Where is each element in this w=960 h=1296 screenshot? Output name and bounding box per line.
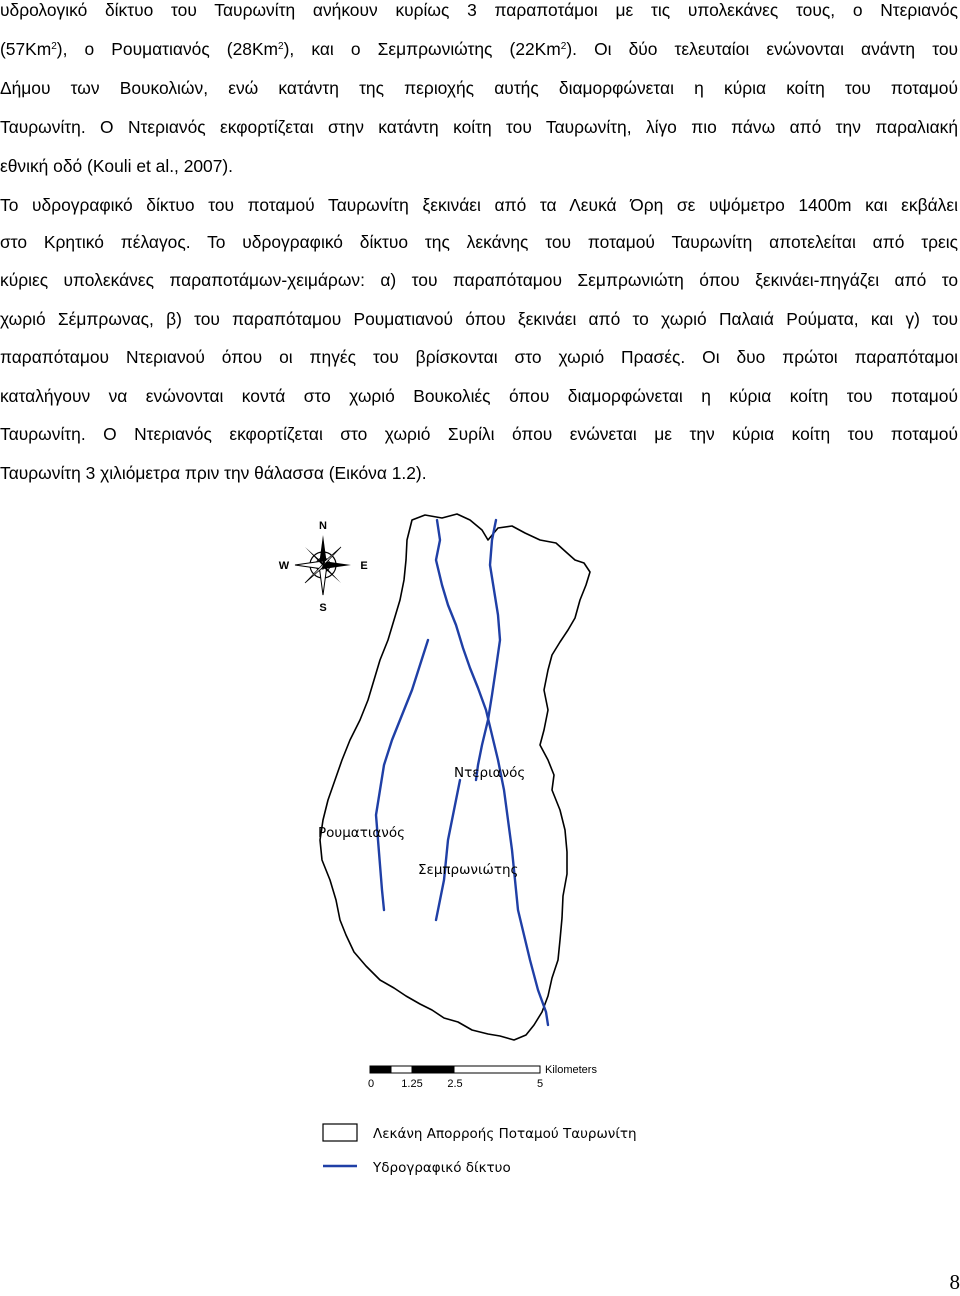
paragraph1-line1: υδρολογικό δίκτυο του Ταυρωνίτη ανήκουν κυρίως 3 παραποτάμοι με τις υπολεκάνες τους, ο Ντεριανός — [0, 0, 958, 20]
basin-map-figure — [260, 508, 720, 1188]
page-number: 8 — [949, 1270, 960, 1294]
compass-rose-icon — [279, 520, 368, 614]
paragraph2-line8: Ταυρωνίτη 3 χιλιόμετρα πριν την θάλασσα (Εικόνα 1.2). — [0, 463, 427, 483]
paragraph1-line3: Δήμου των Βουκολιών, ενώ κατάντη της περιοχής αυτής διαμορφώνεται η κύρια κοίτη του ποταμού — [0, 78, 958, 98]
paragraph1-line4: Ταυρωνίτη. Ο Ντεριανός εκφορτίζεται στην κατάντη κοίτη του Ταυρωνίτη, λίγο πιο πάνω από την παραλιακή — [0, 117, 958, 137]
paragraph2-line7: Ταυρωνίτη. Ο Ντεριανός εκφορτίζεται στο χωριό Συρίλι όπου ενώνεται με την κύρια κοίτη του ποταμού — [0, 424, 958, 444]
label-roumatianos: Ρουματιανός — [318, 825, 406, 841]
paragraph2-line6: καταλήγουν να ενώνονται κοντά στο χωριό Βουκολιές όπου διαμορφώνεται η κύρια κοίτη του ποταμού — [0, 386, 958, 406]
map-legend — [323, 1124, 637, 1176]
superscript: 2 — [278, 41, 284, 52]
paragraph2-line5: παραπόταμου Ντεριανού όπου οι πηγές του βρίσκονται στο χωριό Πρασές. Οι δυο πρώτοι παραπόταμοι — [0, 347, 958, 367]
scale-tick-0: 0 — [367, 1078, 375, 1090]
label-nterianos: Ντεριανός — [454, 765, 526, 781]
text-segment: ), ο Ρουματιανός (28Km — [56, 39, 279, 59]
compass-north-label: N — [319, 520, 327, 532]
scale-tick-2: 2.5 — [447, 1078, 463, 1090]
compass-west-label: W — [278, 560, 290, 572]
scale-tick-1: 1.25 — [401, 1078, 423, 1090]
legend-network-label: Υδρογραφικό δίκτυο — [373, 1160, 511, 1176]
text-segment: (57Km — [0, 39, 52, 59]
paragraph1-line2 — [0, 39, 958, 59]
paragraph2-line2: στο Κρητικό πέλαγος. Το υδρογραφικό δίκτυο της λεκάνης του ποταμού Ταυρωνίτη αποτελείται από τρεις — [0, 232, 958, 252]
text-segment: ). Οι δύο τελευταίοι ενώνονται ανάντη του — [566, 39, 959, 59]
paragraph2-line1: Το υδρογραφικό δίκτυο του ποταμού Ταυρωνίτη ξεκινάει από τα Λευκά Όρη σε υψόμετρο 1400m και εκβάλει — [0, 195, 958, 215]
legend-basin-swatch — [323, 1124, 357, 1141]
scale-unit-label: Kilometers — [545, 1064, 597, 1076]
paragraph2-line3: κύριες υπολεκάνες παραποτάμων-χειμάρων: α) του παραπόταμου Σεμπρωνιώτη όπου ξεκινάει-πηγάζει από το — [0, 270, 958, 290]
paragraph1-line5: εθνική οδό (Kouli et al., 2007). — [0, 156, 234, 176]
compass-east-label: E — [360, 560, 368, 572]
paragraph2-line4: χωριό Σέμπρωνας, β) του παραπόταμου Ρουματιανού όπου ξεκινάει από το χωριό Παλαιά Ρούματα, και γ) του — [0, 309, 958, 329]
superscript: 2 — [560, 41, 567, 52]
scale-tick-3: 5 — [536, 1078, 544, 1090]
text-segment: ), και ο Σεμπρωνιώτης (22Km — [283, 39, 561, 59]
superscript: 2 — [51, 41, 57, 52]
compass-south-label: S — [319, 602, 327, 614]
basin-map — [260, 508, 720, 1188]
label-sempronotis: Σεμπρωνιώτης — [418, 862, 519, 878]
legend-basin-label: Λεκάνη Απορροής Ποταμού Ταυρωνίτη — [373, 1126, 637, 1142]
scale-bar — [368, 1064, 598, 1090]
